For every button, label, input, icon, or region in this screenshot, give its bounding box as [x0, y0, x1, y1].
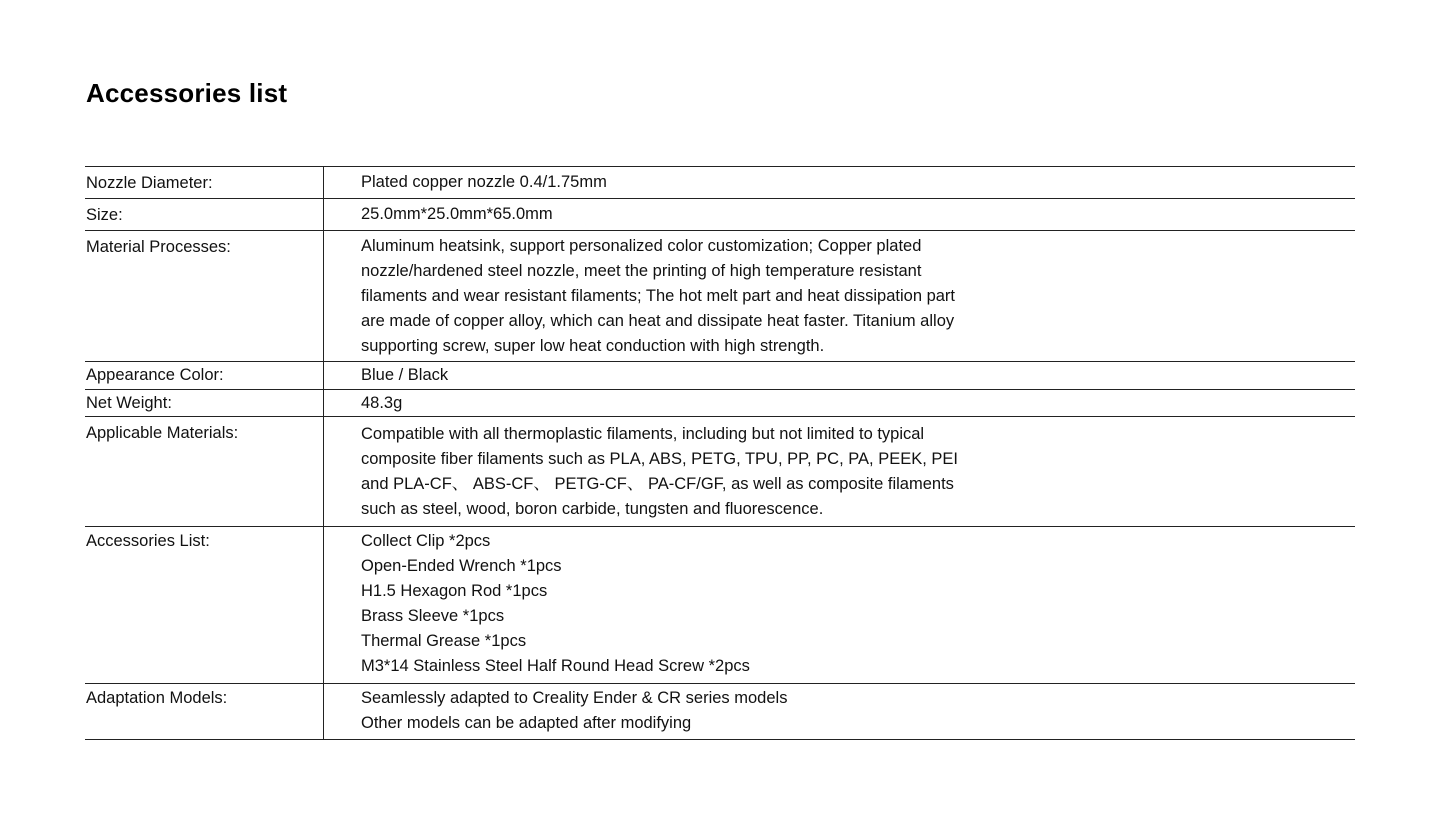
- spec-label: Nozzle Diameter:: [85, 167, 324, 198]
- spec-value: [324, 390, 1355, 416]
- spec-value-line: Blue / Black: [361, 366, 449, 384]
- spec-value-line: and PLA-CF、 ABS-CF、 PETG-CF、 PA-CF/GF, as well as composite filaments: [361, 475, 954, 493]
- page-title: Accessories list: [86, 78, 288, 108]
- spec-value-line: Plated copper nozzle 0.4/1.75mm: [361, 173, 607, 191]
- spec-row-accessories-list: [85, 527, 1355, 684]
- spec-value-line: M3*14 Stainless Steel Half Round Head Screw *2pcs: [361, 657, 750, 675]
- spec-row-adaptation-models: [85, 684, 1355, 740]
- spec-value: [324, 417, 1355, 526]
- spec-value: [324, 684, 1355, 739]
- spec-row-net-weight: [85, 390, 1355, 417]
- spec-row-material-processes: [85, 231, 1355, 362]
- spec-label: Adaptation Models:: [85, 684, 324, 739]
- spec-value: [324, 362, 1355, 389]
- spec-row-size: [85, 199, 1355, 231]
- spec-label: Accessories List:: [85, 527, 324, 683]
- spec-label: Appearance Color:: [85, 362, 324, 389]
- spec-value-line: Brass Sleeve *1pcs: [361, 607, 505, 625]
- spec-label: Material Processes:: [85, 231, 324, 361]
- spec-label: Size:: [85, 199, 324, 230]
- spec-value: [324, 167, 1355, 198]
- spec-value-line: are made of copper alloy, which can heat and dissipate heat faster. Titanium alloy: [361, 312, 955, 330]
- spec-value-line: Thermal Grease *1pcs: [361, 632, 527, 650]
- spec-value-line: 48.3g: [361, 394, 403, 412]
- spec-value-line: Open-Ended Wrench *1pcs: [361, 557, 562, 575]
- spec-value-line: H1.5 Hexagon Rod *1pcs: [361, 582, 548, 600]
- spec-value-line: 25.0mm*25.0mm*65.0mm: [361, 205, 553, 223]
- spec-value-line: Compatible with all thermoplastic filaments, including but not limited to typical: [361, 425, 925, 443]
- spec-value-line: filaments and wear resistant filaments; The hot melt part and heat dissipation part: [361, 287, 956, 305]
- spec-value: [324, 199, 1355, 230]
- spec-row-nozzle-diameter: [85, 167, 1355, 199]
- spec-value-line: nozzle/hardened steel nozzle, meet the printing of high temperature resistant: [361, 262, 922, 280]
- spec-row-appearance-color: [85, 362, 1355, 390]
- spec-label: Net Weight:: [85, 390, 324, 416]
- spec-value-line: Collect Clip *2pcs: [361, 532, 491, 550]
- spec-value-line: Other models can be adapted after modifying: [361, 714, 692, 732]
- spec-table: [85, 166, 1355, 740]
- spec-row-applicable-materials: [85, 417, 1355, 527]
- spec-value-line: supporting screw, super low heat conduction with high strength.: [361, 337, 825, 355]
- spec-value: [324, 527, 1355, 683]
- spec-value-line: such as steel, wood, boron carbide, tungsten and fluorescence.: [361, 500, 824, 518]
- spec-value-line: composite fiber filaments such as PLA, ABS, PETG, TPU, PP, PC, PA, PEEK, PEI: [361, 450, 958, 468]
- spec-value-line: Aluminum heatsink, support personalized color customization; Copper plated: [361, 237, 922, 255]
- spec-label: Applicable Materials:: [85, 417, 324, 526]
- spec-value-line: Seamlessly adapted to Creality Ender & CR series models: [361, 689, 788, 707]
- spec-value: [324, 231, 1355, 361]
